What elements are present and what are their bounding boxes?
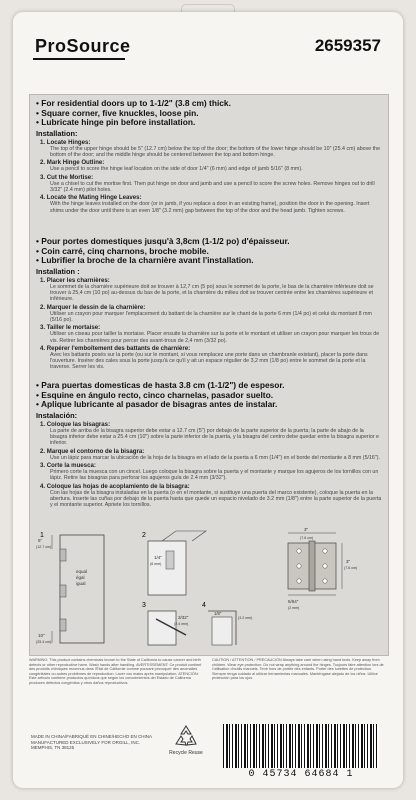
recycle-label: Recycle Reuse [169, 750, 203, 756]
screw-hole-icon [297, 549, 301, 553]
dimension-label: 5/64" [288, 599, 299, 604]
spanish-install-label: Instalación: [36, 410, 78, 420]
dimension-label: 10" [38, 633, 45, 638]
english-install-label: Installation: [36, 128, 78, 138]
jamb-top [162, 531, 206, 541]
footer [13, 722, 403, 788]
screw-hole-icon [297, 579, 301, 583]
installation-diagram [36, 527, 382, 649]
screw-hole-icon [323, 549, 327, 553]
french-bullet: • Pour portes domestiques jusqu'à 3,8cm (1-1/2 po) d'épaisseur. [36, 236, 290, 246]
barcode [213, 724, 389, 782]
hinge-icon [166, 551, 174, 569]
dimension-label: equal [76, 569, 88, 574]
french-section [36, 237, 382, 371]
english-bullet: • Lubricate hinge pin before installation. [36, 117, 196, 128]
instructions-panel [29, 94, 389, 656]
french-bullet: • Coin carré, cinq charnons, broche mobile. [36, 245, 209, 256]
screw-hole-icon [297, 564, 301, 568]
spanish-step-title: 2. Marque el contorno de la bisagra: [40, 447, 145, 455]
english-step-title: 1. Locate Hinges: [40, 138, 91, 146]
spanish-step-text: Primero corte la muesca con un cincel. Luego coloque la bisagra sobre la puerta y el montante y marque los agujeros de los tornillos con un lápiz. Retire las bisagras para perforar los agujeros guía de 2.4 mm (3/32"). [50, 468, 379, 482]
hinge-icon [60, 619, 66, 631]
french-bullet: • Lubrifier la broche de la charnière avant l'installation. [36, 255, 254, 266]
dimension-label: (7.6 cm) [300, 536, 314, 540]
french-step-text: Avec les battants posés sur la porte (ou sur le montant, si vous remplacez une porte dans un chambranle existant), placer la porte dans l'ouverture. Insérer des cales sous la porte jusqu'à ce qu'il y ait un espace régulier de 3,2 mm (1/8 po) entre le sommet de la porte et la traverse. Serrer les vis. [50, 351, 368, 371]
manufacturer-info: MADE IN CHINA/FABRIQUÉ EN CHINE/HECHO EN CHINA MANUFACTURED EXCLUSIVELY FOR ORGILL, INC. MEMPHIS, TN 38125 [31, 734, 152, 750]
dimension-label: 5" [38, 538, 43, 543]
dimension-label: (12.7 cm) [36, 545, 52, 549]
french-step-title: 2. Marquer le dessin de la charnière: [40, 303, 146, 311]
french-step-title: 4. Repérer l'emboîtement des battants de charnière: [40, 344, 191, 352]
french-step-title: 3. Tailler le mortaise: [40, 324, 101, 332]
recycle-icon [173, 724, 199, 748]
screw-hole-icon [323, 579, 327, 583]
english-step-title: 2. Mark Hinge Outline: [40, 159, 105, 167]
french-step-title: 1. Placer les charnières: [40, 276, 110, 284]
french-step-text: Utiliser un crayon pour marquer l'emplacement du battant de la charnière sur le chant de la porte 6 mm (1/4 po) et celui du montant 8 mm (5/16 po). [50, 310, 372, 323]
figure-1 [36, 532, 104, 644]
spanish-step-text: La parte de arriba de la bisagra superior debe estar a 12.7 cm (5") por debajo de la parte superior de la puerta; la parte de abajo de la bisagra inferior debe estar a 25.4 cm (10") sobre la parte inferior de la puerta, y la bisagra del centro debe quedar entre la bisagra superior e inferior. [50, 427, 380, 447]
english-step-text: With the hinge leaves installed on the door (or in jamb, if you replace a door in an existing frame), position the door in the opening. Insert shims under the door until there is an even 1/8" (3.2 mm) gap between the top of the door and the head jamb. Tighten screws. [50, 201, 370, 214]
english-step-title: 4. Locate the Mating Hinge Leaves: [40, 194, 142, 202]
spanish-bullet: • Esquine en ángulo recto, cinco charnelas, pasador suelto. [36, 389, 274, 400]
figure-number: 2 [142, 532, 146, 539]
spanish-step-title: 4. Coloque las hojas de acoplamiento de la bisagra: [40, 482, 190, 490]
spanish-step-text: Con las hojas de la bisagra instaladas en la puerta (o en el montante, si sustituye una puerta del marco existente), coloque la puerta en la abertura. Inserte las cuñas por debajo de la puerta hasta que quede un espacio nivelado de 3.2 mm (1/8") entre la parte superior de la puerta y el montante superior. Apriete los tornillos. [50, 489, 382, 509]
brand-logo: ProSource [35, 36, 131, 56]
figure-4 [202, 602, 252, 645]
dimension-label: (25.4 cm) [36, 640, 52, 644]
spanish-step-text: Use un lápiz para marcar la ubicación de la hoja de la bisagra en el lado de la puerta a 6 mm (1/4") en el borde del montante a 8 mm (5/16"). [50, 454, 380, 461]
warnings [29, 658, 387, 716]
spanish-step-title: 1. Coloque las bisagras: [40, 420, 111, 428]
dimension-label: igual [76, 581, 86, 586]
figure-number: 3 [142, 602, 146, 609]
barcode-number: 0 45734 64684 1 [248, 769, 354, 780]
hinge-icon [60, 585, 66, 597]
french-step-text: Utiliser un ciseau pour tailler la mortaise. Placer ensuite la charnière sur la porte et le montant et utiliser un crayon pour marquer les trous de vis. Retirer les charnières pour percer des avant-trous de 2,4 mm (3/32 po). [50, 331, 380, 344]
spanish-step-title: 3. Corte la muesca: [40, 461, 96, 469]
dimension-label: 1/4" [154, 555, 162, 560]
english-step-text: The top of the upper hinge should be 5" (12.7 cm) below the top of the door; the bottom of the lower hinge should be 10" (25.4 cm) above the bottom of the door; and the middle hinge should be centered between the top and bottom hinge. [50, 145, 381, 159]
sku-number: 2659357 [314, 36, 381, 55]
spanish-section [36, 381, 382, 508]
dimension-label: (6 mm) [150, 562, 162, 566]
dimension-label: 3/32" [178, 615, 189, 620]
english-step-text: Use a pencil to score the hinge leaf location on the side of door 1/4" (6 mm) and edge of jamb 5/16" (8 mm). [50, 166, 303, 173]
door-outline [212, 617, 232, 645]
dimension-label: 3" [304, 527, 309, 532]
screw-hole-icon [323, 564, 327, 568]
figure-2 [142, 531, 206, 595]
hinge-knuckle [309, 541, 315, 591]
english-step-title: 3. Cut the Mortise: [40, 173, 94, 181]
figure-number: 4 [202, 602, 206, 609]
barcode-bars [223, 724, 379, 768]
dimension-label: (3.2 mm) [238, 616, 253, 620]
english-section [36, 99, 382, 214]
dimension-label: (2.4 mm) [174, 622, 189, 626]
spanish-bullet: • Aplique lubricante al pasador de bisagras antes de instalar. [36, 399, 278, 410]
recycle-block [165, 724, 207, 756]
door-outline [60, 535, 104, 643]
dimension-label: 3" [346, 559, 351, 564]
caution-text: CAUTION / ATTENTION / PRECAUCIÓN Always take care when using hand tools. Keep away from children. Wear eye protection. Do not wrap anything around the hinges. Toujours faire attention lors de l'utilisation d'outils manuels. Tenir hors de portée des enfants. Porter des lunettes de protection. Siempre tenga cuidado al utilizar herramientas manuales. Manténgase alejado de los niños. Utilice protección para los ojos. [212, 658, 384, 681]
french-install-label: Installation : [36, 266, 80, 276]
english-bullet: • Square corner, five knuckles, loose pin. [36, 107, 199, 118]
english-step-text: Use a chisel to cut the mortise first. Then put hinge on door and jamb and use a pencil to score the screw holes. Remove hinges out to drill 3/32" (2.4 mm) pilot holes. [50, 180, 375, 193]
package-card [13, 12, 403, 788]
dimension-label: égal [76, 575, 85, 580]
prop65-warning: WARNING: This product contains chemicals known to the State of California to cause cancer and birth defects or other reproductive harm. Wash hands after handling. AVERTISSEMENT: Ce produit contient des produits chimiques reconnus dans l'État de Californie comme pouvant provoquer des anomalies congénitales ou autres problèmes de reproduction. Laver vos mains après manipulation. ATENCIÓN: Este artículo contiene productos químicos que según los conocimientos del Estado de California producen defectos congénitos y otros daños reproductivos. [29, 658, 202, 685]
french-step-text: Le sommet de la charnière supérieure doit se trouver à 12,7 cm (5 po) sous le sommet de la porte, le bas de la charnière inférieure doit se trouver à 25,4 cm (10 po) au-dessus du bas de la porte, et la charnière du milieu doit se trouver centrée entre les charnières supérieure et inférieure. [50, 283, 374, 303]
figure-3 [142, 602, 189, 645]
english-bullet: • For residential doors up to 1-1/2" (3.8 cm) thick. [36, 98, 231, 108]
figure-number: 1 [40, 532, 44, 539]
dimension-label: (2 mm) [288, 606, 300, 610]
header [13, 12, 403, 84]
brand-underline [33, 58, 125, 60]
spanish-bullet: • Para puertas domesticas de hasta 3.8 cm (1-1/2") de espesor. [36, 380, 285, 390]
dimension-label: (7.6 cm) [344, 566, 358, 570]
hinge-icon [60, 549, 66, 561]
hinge-drawing [288, 527, 357, 610]
dimension-label: 1/8" [214, 611, 222, 616]
